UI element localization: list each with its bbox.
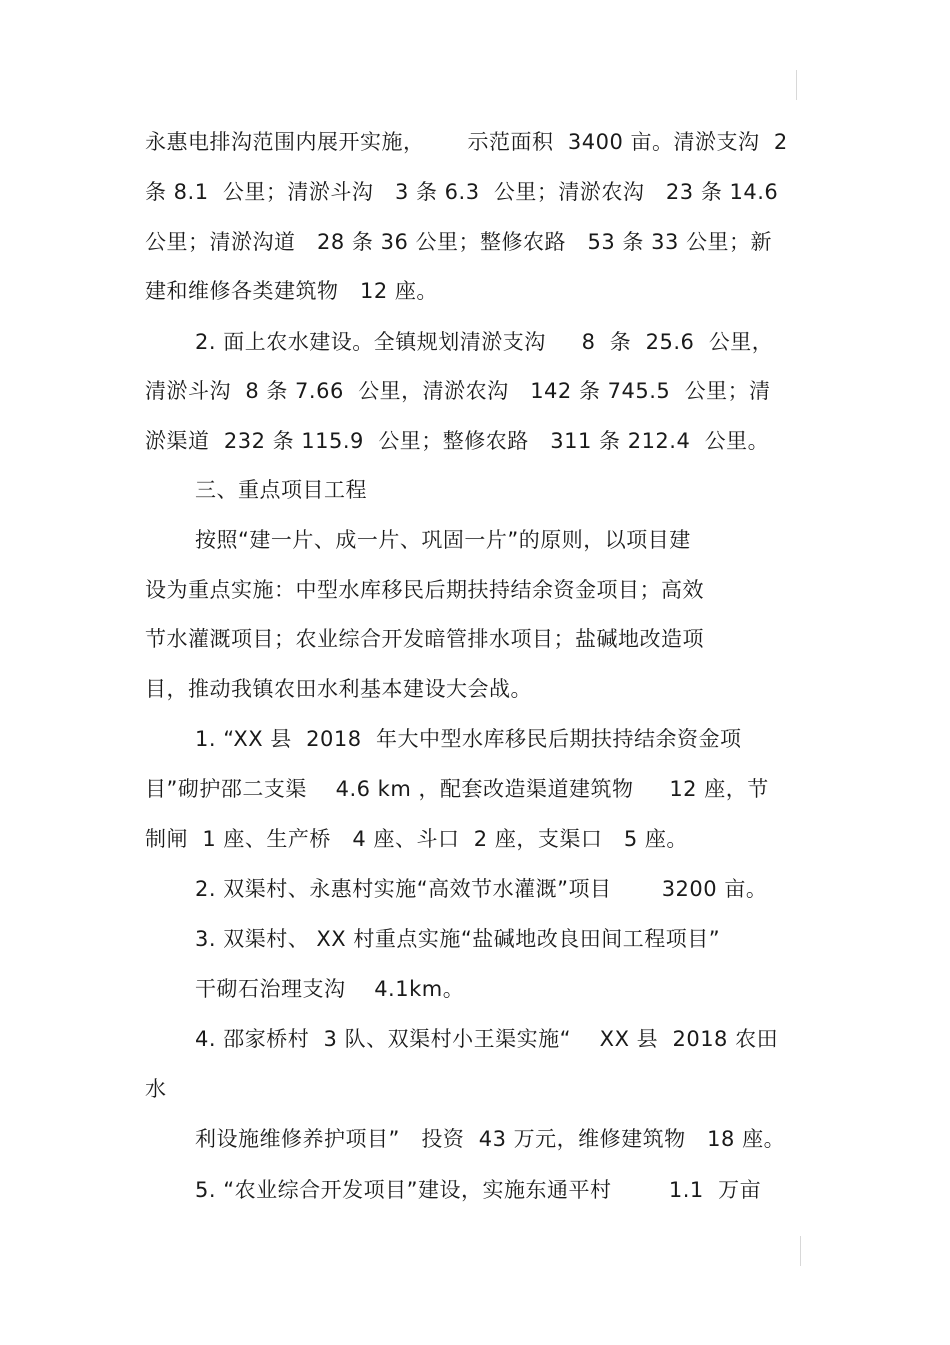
text-line: 3. 双渠村、 XX 村重点实施“盐碱地改良田间工程项目” [195,927,721,951]
text-line: 2. 双渠村、永惠村实施“高效节水灌溉”项目 3200 亩。 [195,877,768,901]
text-line: 利设施维修养护项目” 投资 43 万元，维修建筑物 18 座。 [195,1127,786,1151]
corner-mark-bottom [800,1236,801,1266]
corner-mark-top [796,70,797,100]
text-line: 目，推动我镇农田水利基本建设大会战。 [145,677,532,701]
text-line: 永惠电排沟范围内展开实施， 示范面积 3400 亩。清淤支沟 2 [145,130,788,154]
text-line: 1. “XX 县 2018 年大中型水库移民后期扶持结余资金项 [195,727,742,751]
text-line: 按照“建一片、成一片、巩固一片”的原则，以项目建 [195,528,691,552]
text-line: 条 8.1 公里；清淤斗沟 3 条 6.3 公里；清淤农沟 23 条 14.6 [145,180,779,204]
text-line: 节水灌溉项目；农业综合开发暗管排水项目；盐碱地改造项 [145,627,704,651]
text-line: 2. 面上农水建设。全镇规划清淤支沟 8 条 25.6 公里， [195,330,774,354]
text-line: 5. “农业综合开发项目”建设，实施东通平村 1.1 万亩 [195,1178,762,1202]
text-line: 水 [145,1077,167,1101]
text-line: 制闸 1 座、生产桥 4 座、斗口 2 座，支渠口 5 座。 [145,827,688,851]
text-line: 建和维修各类建筑物 12 座。 [145,279,438,303]
text-line: 淤渠道 232 条 115.9 公里；整修农路 311 条 212.4 公里。 [145,429,770,453]
text-line: 干砌石治理支沟 4.1km。 [195,977,465,1001]
text-line: 清淤斗沟 8 条 7.66 公里，清淤农沟 142 条 745.5 公里；清 [145,379,771,403]
text-line: 设为重点实施：中型水库移民后期扶持结余资金项目；高效 [145,578,704,602]
text-line: 公里；清淤沟道 28 条 36 公里；整修农路 53 条 33 公里；新 [145,230,772,254]
section-heading: 三、重点项目工程 [195,478,367,502]
text-line: 4. 邵家桥村 3 队、双渠村小王渠实施“ XX 县 2018 农田 [195,1027,779,1051]
text-line: 目”砌护邵二支渠 4.6 km ，配套改造渠道建筑物 12 座，节 [145,777,769,801]
